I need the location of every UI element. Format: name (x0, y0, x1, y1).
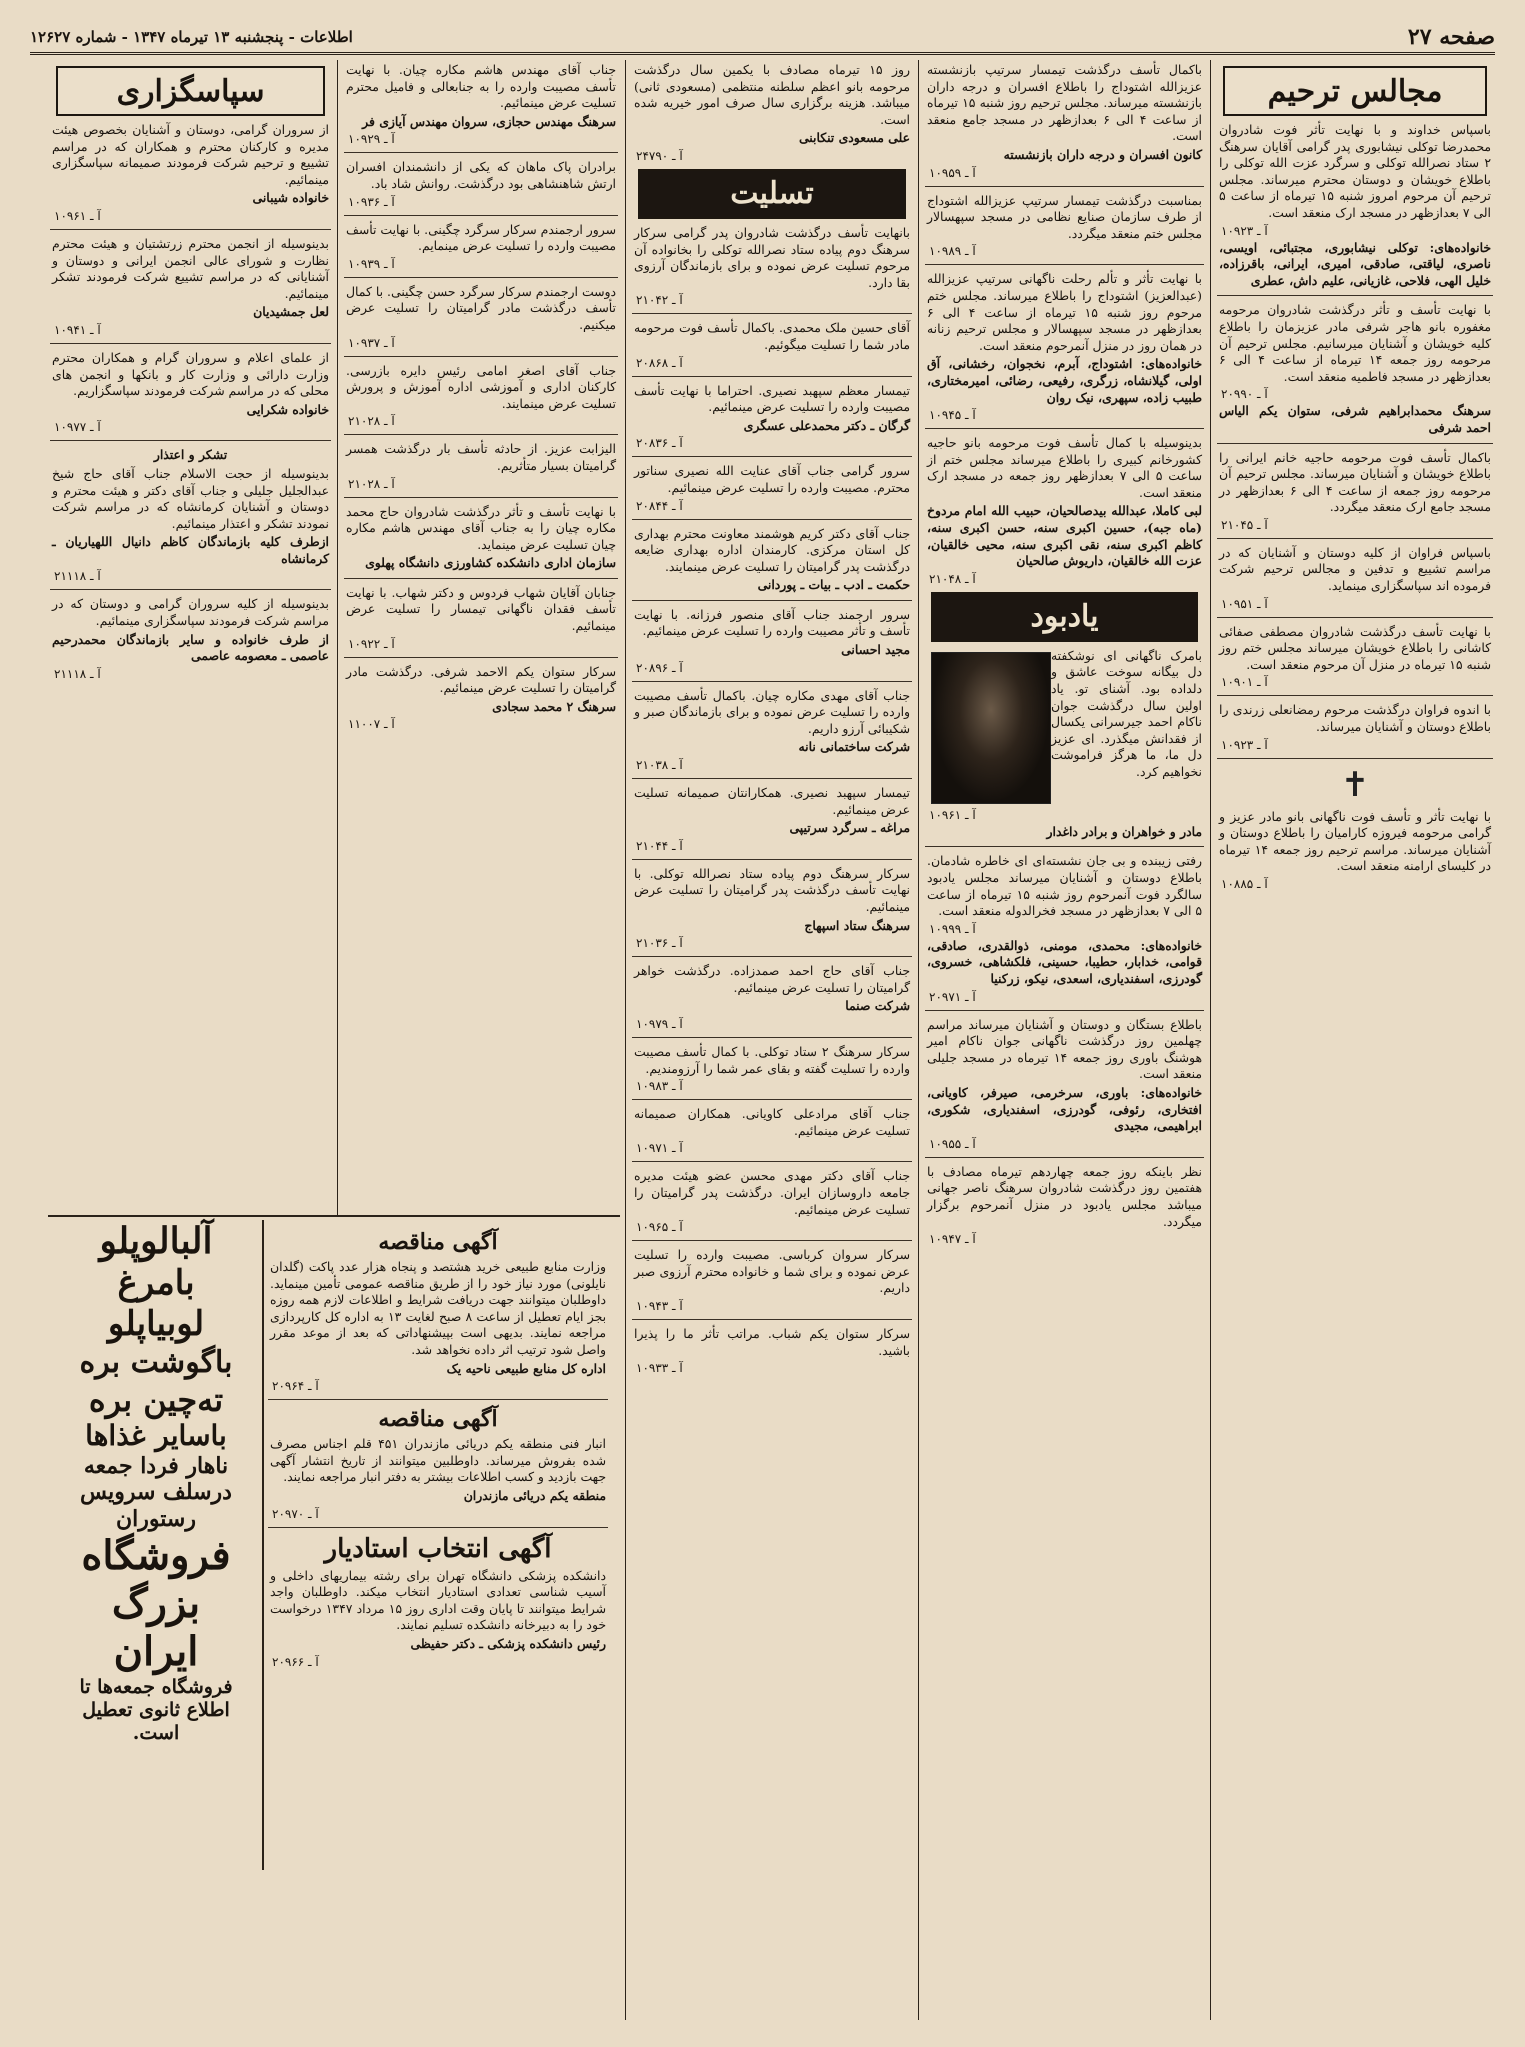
tender-text: انبار فنی منطقه یکم دریائی مازندران ۴۵۱ قلم اجناس مصرف شده بفروش میرساند. داوطلبین میتوانند از تاریخ انتشار آگهی جهت بازدید و کسب اطلاعات بیشتر به دفتر انبار مراجعه نمایند. (270, 1436, 606, 1485)
notice-signer: مراغه ـ سرگرد سرتیپی (789, 820, 910, 836)
notice-code: آ ـ ۲۰۹۶۴ (272, 1379, 319, 1394)
divider (344, 578, 618, 579)
dateline: اطلاعات - پنجشنبه ۱۳ تیرماه ۱۳۴۷ - شماره ۱۲۶۲۷ (30, 28, 353, 46)
notice: لبی کاملا، عبدالله بیدصالحیان، حبیب الله امام مردوخ (ماه جبه)، حسین اکبری سنه، حسن اکبری سنه، کاظم اکبری سنه، نقی اکبری سنه، محیی خالقیان، عزت الله خالقیان، داریوش صالحیان (927, 503, 1202, 569)
notice-signer: شرکت ساختمانی نانه (798, 739, 910, 755)
notice-code: آ ـ ۱۰۹۴۱ (54, 322, 101, 337)
section-title-yadbood: یادبود (931, 592, 1198, 642)
notice: سرور گرامی جناب آقای عنایت الله نصیری سناتور محترم. مصیبت وارده را تسلیت عرض مینمائیم. (634, 463, 910, 495)
ads-divider (48, 1215, 620, 1217)
notice-signer: علی مسعودی تنکابنی (798, 130, 910, 146)
notice: بمناسبت درگذشت تیمسار سرتیپ عزیزالله اشتوداج از طرف سازمان صنایع نظامی در مسجد سپهسالار مجلس ختم منعقد میگردد. (927, 192, 1202, 241)
section-title-tashakor: تشکر و اعتذار (153, 447, 228, 463)
column-notices-2 (923, 60, 1206, 2020)
notice-code: آ ـ ۱۰۹۶۵ (636, 1220, 683, 1235)
ad-line: فروشگاه جمعه‌ها تا (79, 1675, 233, 1698)
notice: جناب آقای مرادعلی کاویانی. همکاران صمیمانه تسلیت عرض مینمائیم. (634, 1106, 910, 1138)
notice-code: آ ـ ۱۰۹۴۳ (636, 1298, 683, 1313)
column-rule (625, 60, 626, 2020)
divider (1217, 617, 1493, 618)
notice-code: آ ـ ۱۰۹۸۹ (929, 244, 976, 259)
divider (344, 356, 618, 357)
divider (632, 1099, 912, 1100)
notice: سرور ارجمند جناب آقای منصور فرزانه. با نهایت تأسف و تأثر مصیبت وارده را تسلیت عرض مینمائیم. (634, 606, 910, 639)
divider (344, 434, 618, 435)
ad-line: ایران (113, 1627, 199, 1675)
ad-line: باسایر غذاها (85, 1419, 227, 1453)
divider (925, 186, 1204, 187)
notice: بدینوسیله از کلیه سروران گرامی و دوستان که در مراسم شرکت فرمودند سپاسگزاری مینمائیم. (52, 596, 329, 629)
notice-code: آ ـ ۱۰۹۲۳ (1221, 737, 1268, 752)
divider (268, 1399, 608, 1400)
ad-line: ته‌چین بره (88, 1380, 224, 1419)
notice-code: آ ـ ۱۰۹۳۳ (636, 1361, 683, 1376)
notice: بامرک ناگهانی ای نوشکفته دل بیگانه سوخت عاشق و دلداده بود. آشنای تو. یاد اولین سال درگذشت جوان ناکام احمد جیرسرانی یکسال از فقدانش میگذرد. ای عزیز دل ما، ما هرگز فراموشت نخواهیم کرد. (1051, 647, 1202, 779)
notice: نظر باینکه روز جمعه چهاردهم تیرماه مصادف با هفتمین روز درگذشت شادروان سرهنگ ناصر جهانی میباشد مجلس یادبود در منزل آنمرحوم برگزار میگردد. (927, 1163, 1202, 1229)
notice: برادران پاک ماهان که یکی از دانشمندان افسران ارتش شاهنشاهی بود درگذشت. روانش شاد باد. (346, 159, 616, 191)
notice-signer: مادر و خواهران و برادر داغدار (1046, 823, 1202, 839)
ostadyar-signer: رئیس دانشکده پزشکی ـ دکتر حفیظی (410, 1635, 606, 1651)
notice-code: آ ـ ۲۱۰۴۵ (1221, 517, 1268, 532)
notice: باسپاس خداوند و با نهایت تأثر فوت شادروان محمدرضا توکلی نیشابوری پدر گرامی آقایان سرهنگ ۲ ستاد نصرالله توکلی و سرگرد عزت الله توکلی را باطلاع خویشان و دوستان محترم میرساند. مجلس ترحیم آن مرحوم امروز شنبه ۱۵ تیرماه از ساعت ۵ الی ۷ بعدازظهر در مسجد ارک منعقد است. (1219, 122, 1492, 220)
notice: با اندوه فراوان درگذشت مرحوم رمضانعلی زرندی را باطلاع دوستان و آشنایان میرساند. (1219, 702, 1491, 735)
tender-ads (266, 1225, 610, 1915)
ad-line: درسلف سرویس (80, 1479, 232, 1506)
notice-signer: حکمت ـ ادب ـ بیات ـ پوردانی (757, 577, 910, 593)
portrait-photo (931, 652, 1051, 804)
divider (268, 1527, 608, 1528)
notice-code: آ ـ ۱۰۹۵۵ (929, 1136, 976, 1151)
notice-code: آ ـ ۱۰۹۳۶ (348, 194, 395, 209)
ostadyar-title: آگهی انتخاب استادیار (324, 1533, 552, 1564)
notice-signer: سرهنگ مهندس حجازی، سروان مهندس آیازی فر (362, 113, 616, 129)
divider (50, 229, 331, 230)
notice-code: آ ـ ۲۰۸۴۴ (636, 498, 683, 513)
notice-code: آ ـ ۱۰۹۲۲ (348, 636, 395, 651)
notice-signer: شرکت صنما (845, 998, 910, 1014)
notice: باکمال تأسف فوت مرحومه حاجیه خانم ایرانی را باطلاع خویشان و آشنایان میرساند. مجلس ترحیم آن مرحومه روز جمعه از ساعت ۴ الی ۶ بعدازظهر در مسجد جامع ارک منعقد میگردد. (1219, 449, 1491, 515)
ostadyar-text: دانشکده پزشکی دانشگاه تهران برای رشته بیماریهای داخلی و آسیب شناسی تعدادی استادیار انتخاب میکند. داوطلبان واجد شرایط میتوانند تا پایان وقت اداری روز ۱۵ مرداد ۱۳۴۷ درخواست خود را به دبیرخانه دانشکده تسلیم نمایند. (270, 1567, 606, 1633)
divider (632, 313, 912, 314)
divider (632, 376, 912, 377)
notice-code: آ ـ ۱۰۹۵۹ (929, 165, 976, 180)
tender-text: وزارت منابع طبیعی خرید هشتصد و پنجاه هزار عدد پاکت (گلدان نایلونی) مورد نیاز خود را از طریق مناقصه عمومی تأمین مینماید. داوطلبان میتوانند جهت دریافت شرایط و اطلاعات لازم همه روزه بجز ایام تعطیل از ساعت ۸ صبح لغایت ۱۳ به اداره کل کارپردازی مراجعه نمایند. بدیهی است بپیشنهاداتی که بعد از موعد مقرر واصل شود ترتیب اثر داده نخواهد شد. (270, 1259, 607, 1357)
notice-code: آ ـ ۱۰۹۳۷ (348, 335, 395, 350)
notice-signer: گرگان ـ دکتر محمدعلی عسگری (743, 417, 910, 433)
notice-signer: ازطرف کلیه بازماندگان کاظم دانیال اللهیاریان ـ کرمانشاه (52, 534, 329, 566)
notice: بدینوسیله با کمال تأسف فوت مرحومه بانو حاجیه کشورخانم کبیری را باطلاع میرساند مجلس ختم از ساعت ۵ الی ۷ بعدازظهر روز جمعه در مسجد ارک منعقد است. (927, 435, 1202, 500)
notice-code: آ ـ ۱۰۹۸۳ (636, 1079, 683, 1094)
notice-code: آ ـ ۱۱۰۰۷ (348, 717, 395, 732)
notice-code: آ ـ ۲۰۹۹۰ (1221, 387, 1268, 402)
ad-line: بزرگ (111, 1579, 201, 1627)
notice-code: آ ـ ۲۱۱۱۸ (54, 666, 101, 681)
column-sepasgozari (48, 60, 333, 1210)
section-title-tasliat: تسلیت (638, 169, 906, 219)
notice: آقای حسین ملک محمدی. باکمال تأسف فوت مرحومه مادر شما را تسلیت میگوئیم. (634, 320, 910, 352)
notice: روز ۱۵ تیرماه مصادف با یکمین سال درگذشت مرحومه بانو اعظم سلطنه منتظمی (مسعودی ثانی) میباشد. هزینه برگزاری سال صرف امور خیریه شده است. (634, 62, 910, 127)
notice-code: آ ـ ۱۰۹۲۹ (348, 132, 395, 147)
cross-icon: ✝ (1340, 764, 1370, 805)
divider (632, 859, 912, 860)
divider (632, 519, 912, 520)
notice: سرکار ستوان یکم شباب. مراتب تأثر ما را پذیرا باشید. (634, 1325, 910, 1358)
divider (632, 1240, 912, 1241)
divider (344, 215, 618, 216)
notice-signer: خانواده شیبانی (252, 190, 329, 206)
notice-code: آ ـ ۱۰۹۹۹ (929, 921, 976, 936)
notice-code: آ ـ ۲۰۸۹۶ (636, 660, 683, 675)
notice: جناب آقای مهدی مکاره چیان. باکمال تأسف مصیبت وارده را تسلیت عرض نموده و برای بازماندگان صبر و شکیبائی آرزو داریم. (634, 687, 910, 736)
notice: با نهایت تأثر و تأسف فوت ناگهانی بانو مادر عزیز و گرامی مرحومه فیروزه کارامیان را باطلاع دوستان و آشنایان میرساند. مراسم ترحیم روز جمعه ۱۴ تیرماه در کلیسای ارامنه منعقد است. (1219, 808, 1491, 874)
divider (1217, 758, 1493, 759)
divider (632, 1319, 912, 1320)
notice-code: آ ـ ۲۰۹۷۰ (272, 1506, 319, 1521)
notice-code: آ ـ ۱۰۸۸۵ (1221, 877, 1268, 891)
notice: سرکار سرهنگ دوم پیاده ستاد نصرالله توکلی. با نهایت تأسف درگذشت پدر گرامیتان را تسلیت عرض مینمائیم. (634, 865, 910, 914)
divider (632, 456, 912, 457)
notice-code: آ ـ ۱۰۹۷۷ (54, 420, 101, 435)
notice: خانواده‌های: باوری، سرخرمی، صیرفر، کاویانی، افتخاری، رئوفی، گودرزی، اسفندیاری، شکوری، ابراهیمی، مجیدی (927, 1084, 1202, 1134)
notice: الیزابت عزیز. از حادثه تأسف بار درگذشت همسر گرامیتان بسیار متأثریم. (346, 441, 616, 473)
notice-code: آ ـ ۱۰۹۰۱ (1221, 675, 1268, 690)
notice-signer: لعل جمشیدیان (253, 304, 329, 320)
notice-code: آ ـ ۲۱۰۲۸ (348, 476, 395, 491)
divider (925, 1010, 1204, 1011)
notice: بدینوسیله از حجت الاسلام جناب آقای حاج شیخ عبدالجلیل جلیلی و جناب آقای دکتر و هیئت محترم و دوستان و آشنایان کرمانشاه که در مراسم شرکت نمودند تشکر و اعتذار مینمائیم. (52, 465, 329, 531)
ad-line: فروشگاه (81, 1531, 231, 1579)
divider (632, 1161, 912, 1162)
divider (344, 497, 618, 498)
notice: باکمال تأسف درگذشت تیمسار سرتیپ بازنشسته عزیزالله اشتوداج را باطلاع افسران و درجه داران بازنشسته میرساند. مجلس ترحیم روز شنبه ۱۵ تیرماه از ساعت ۴ الی ۶ بعدازظهر در مسجد جامع منعقد است. (927, 62, 1202, 144)
notice-code: آ ـ ۲۱۰۳۶ (636, 936, 683, 951)
notice: سرکار سروان کرباسی. مصیبت وارده را تسلیت عرض نموده و برای شما و خانواده محترم آرزوی صبر داریم. (634, 1247, 910, 1296)
notice-signer: خانواده شکرایی (246, 401, 329, 417)
notice: با نهایت تأسف درگذشت شادروان مصطفی صفائی کاشانی را باطلاع خویشان میرساند مجلس ختم روز شنبه ۱۵ تیرماه در منزل آن مرحوم منعقد است. (1219, 623, 1491, 672)
section-title-majales: مجالس ترحیم (1223, 66, 1487, 116)
notice: خانواده‌های: محمدی، مومنی، ذوالقدری، صادقی، قوامی، خدابار، حطیبا، حسینی، فلکشاهی، خسروی، گودرزی، اسفندیاری، اسعدی، نیکو، زرکنیا (927, 937, 1202, 986)
notice-signer: سرهنگ ۲ محمد سجادی (492, 698, 616, 714)
notice: رفتی زیبنده و بی جان نشسته‌ای ای خاطره شادمان. باطلاع دوستان و آشنایان میرساند مجلس یادبود سالگرد فوت آنمرحوم روز شنبه ۱۵ تیرماه از ساعت ۵ الی ۷ بعدازظهر در مسجد فخرالدوله منعقد است. (927, 853, 1203, 919)
divider (925, 1157, 1204, 1158)
ad-line: اطلاع ثانوی تعطیل (82, 1698, 230, 1721)
notice-code: آ ـ ۲۱۰۴۴ (636, 838, 683, 853)
tender-signer: منطقه یکم دریائی مازندران (463, 1487, 606, 1503)
notice-code: آ ـ ۲۱۰۲۸ (348, 414, 395, 429)
divider (344, 277, 618, 278)
ad-line: ناهار فردا جمعه (83, 1452, 229, 1479)
ad-line: باگوشت بره (79, 1344, 233, 1380)
column-majales-tarhim (1215, 60, 1495, 2020)
notice-code: آ ـ ۲۱۰۴۸ (929, 571, 976, 586)
notice: سرکار ستوان یکم الاحمد شرفی. درگذشت مادر گرامیتان را تسلیت عرض مینمائیم. (346, 663, 616, 696)
notice-signer: کانون افسران و درجه داران بازنشسته (1003, 146, 1202, 162)
notice-code: آ ـ ۱۰۹۵۱ (1221, 596, 1268, 611)
divider (632, 681, 912, 682)
ad-line: بامرغ (117, 1263, 195, 1304)
notice: تیمسار سپهبد نصیری. همکارانتان صمیمانه تسلیت عرض مینمائیم. (634, 785, 910, 817)
section-title-sepasgozari: سپاسگزاری (56, 66, 325, 116)
notice-code: آ ـ ۱۰۹۷۹ (636, 1016, 683, 1031)
column-notices-4 (342, 60, 620, 1210)
notice-signer: از طرف خانواده و سایر بازماندگان محمدرحیم عاصمی ـ معصومه عاصمی (52, 631, 329, 664)
notice-code: آ ـ ۲۰۹۷۱ (929, 989, 976, 1004)
divider (925, 264, 1204, 265)
notice-code: آ ـ ۲۰۹۶۶ (272, 1654, 319, 1669)
divider (632, 1037, 912, 1038)
tender-signer: اداره کل منابع طبیعی ناحیه یک (446, 1360, 606, 1376)
divider (1217, 443, 1493, 444)
notice: تیمسار معظم سپهبد نصیری. احتراما با نهایت تأسف مصیبت وارده را تسلیت عرض مینمائیم. (634, 382, 910, 415)
page-header (30, 22, 1495, 55)
notice-code: آ ـ ۱۰۹۶۱ (54, 208, 101, 223)
divider (632, 956, 912, 957)
divider (50, 440, 331, 441)
notice: باطلاع بستگان و دوستان و آشنایان میرساند مراسم چهلمین روز درگذشت ناگهانی جوان ناکام امیر هوشنگ باوری روز جمعه ۱۴ تیرماه در مسجد جلیلی منعقد است. (927, 1016, 1202, 1082)
tender-title-1: آگهی مناقصه (378, 1229, 498, 1255)
notice: باسپاس فراوان از کلیه دوستان و آشنایان که در مراسم تشییع و تدفین و مجالس ترحیم شرکت فرموده اند سپاسگزاری مینماید. (1219, 544, 1491, 594)
notice: با نهایت تأسف و تأثر درگذشت شادروان مرحومه مغفوره بانو هاجر شرفی مادر عزیزمان را باطلاع کلیه خویشان و آشنایان میرسانیم. مجلس ترحیم آن مرحومه روز جمعه ۱۴ تیرماه از ساعت ۴ الی ۶ بعدازظهر در مسجد فاطمیه منعقد است. (1219, 302, 1491, 384)
notice-code: آ ـ ۱۰۹۶۱ (929, 807, 976, 822)
page-number: صفحه ۲۷ (1407, 24, 1495, 50)
restaurant-ad (50, 1220, 264, 1870)
divider (1217, 295, 1493, 296)
divider (344, 657, 618, 658)
notice-code: آ ـ ۱۰۹۴۷ (929, 1232, 976, 1247)
notice: سرهنگ محمدابراهیم شرفی، ستوان یکم الیاس احمد شرفی (1219, 403, 1491, 435)
notice-signer: مجید احسانی (841, 642, 910, 658)
ad-line: رستوران (116, 1505, 196, 1532)
notice: جنابان آقایان شهاب فردوس و دکتر شهاب. با نهایت تأسف فقدان ناگهانی تیمسار را تسلیت عرض مینمائیم. (346, 584, 616, 634)
ad-line: است. (132, 1721, 180, 1744)
notice: جناب آقای حاج احمد صمدزاده. درگذشت خواهر گرامیتان را تسلیت عرض مینمائیم. (634, 963, 910, 995)
notice-signer: سرهنگ ستاد اسپهاج (804, 917, 910, 933)
notice-code: آ ـ ۲۰۸۳۶ (636, 436, 683, 451)
notice: از علمای اعلام و سروران گرام و همکاران محترم وزارت دارائی و وزارت کار و بانکها و انجمن های محلی که در مراسم شرکت فرمودند سپاسگزاریم. (52, 349, 329, 399)
notice: خانواده‌های: اشتوداج، آبرم، نخجوان، رخشانی، آق اولی، گیلانشاه، زرگری، رفیعی، رضائی، امیرمختاری، طبیب زاده، سپهری، نیک روان (927, 356, 1202, 405)
notice: جناب آقای دکتر مهدی محسن عضو هیئت مدیره جامعه داروسازان ایران. درگذشت پدر گرامیتان را تسلیت عرض مینمائیم. (634, 1168, 910, 1217)
notice: بدینوسیله از انجمن محترم زرتشتیان و هیئت محترم نظارت و شورای عالی انجمن ایرانی و دوستان و آشنایانی که در مراسم تشییع شرکت فرمودند تشکر مینمائیم. (52, 235, 329, 301)
divider (632, 778, 912, 779)
column-rule (918, 60, 919, 2020)
divider (1217, 695, 1493, 696)
notice-code: آ ـ ۲۱۰۴۲ (636, 293, 683, 308)
notice: از سروران گرامی، دوستان و آشنایان بخصوص هیئت مدیره و کارکنان محترم و همکاران که در مراسم تشییع و ترحیم شرکت فرمودند صمیمانه سپاسگزاری مینمائیم. (52, 122, 329, 187)
notice: جناب آقای مهندس هاشم مکاره چیان. با نهایت تأسف مصیبت وارده را به جنابعالی و فامیل محترم تسلیت عرض مینمائیم. (346, 62, 616, 111)
divider (50, 589, 331, 590)
notice: با نهایت تأثر و تألم رحلت ناگهانی سرتیپ عزیزالله (عبدالعزیز) اشتوداج را باطلاع میرساند. مجلس ختم مرحوم روز شنبه ۱۵ تیرماه از ساعت ۴ الی ۶ بعدازظهر در مسجد سپهسالار و مجلس ترحیم زنانه در همان روز در منزل آنمرحوم منعقد است. (927, 271, 1202, 353)
notice: با نهایت تأسف و تأثر درگذشت شادروان حاج محمد مکاره چیان را به جناب آقای مهندس هاشم مکاره چیان تسلیت عرض مینماید. (346, 503, 616, 552)
notice-code: آ ـ ۱۰۹۴۵ (929, 408, 976, 423)
notice-code: آ ـ ۲۴۷۹۰ (636, 148, 683, 163)
divider (344, 152, 618, 153)
column-rule (1210, 60, 1211, 2020)
column-tasliat (630, 60, 914, 2020)
notice: سرور ارجمندم سرکار سرگرد چگینی. با نهایت تأسف مصیبت وارده را تسلیت عرض مینمایم. (346, 221, 616, 254)
divider (50, 343, 331, 344)
column-rule (337, 60, 338, 1215)
notice-code: آ ـ ۱۰۹۳۹ (348, 256, 395, 271)
notice-code: آ ـ ۲۱۱۱۸ (54, 569, 101, 584)
notice-code: آ ـ ۱۰۹۲۳ (1221, 223, 1268, 238)
notice-code: آ ـ ۲۱۰۳۸ (636, 758, 683, 773)
notice: خانواده‌های: توکلی نیشابوری، مجتبائی، اویسی، ناصری، لیاقتی، صادقی، امیری، ایرانی، باقرزاده، خلیل الهی، فلاحی، غازیانی، علیم داش، عطری (1219, 239, 1491, 288)
notice: جناب آقای اصغر امامی رئیس دایره بازرسی. کارکنان اداری و آموزشی اداره آموزش و پرورش تسلیت عرض مینمایند. (346, 362, 616, 411)
notice-code: آ ـ ۲۰۸۶۸ (636, 355, 683, 370)
divider (632, 600, 912, 601)
divider (925, 846, 1204, 847)
notice: دوست ارجمندم سرکار سرگرد حسن چگینی. با کمال تأسف درگذشت مادر گرامیتان را تسلیت عرض میکنیم. (346, 283, 616, 332)
notice: جناب آقای دکتر کریم هوشمند معاونت محترم بهداری کل استان مرکزی. کارمندان اداره بهداری ضایعه درگذشت پدر گرامیتان را تسلیت عرض مینمایند. (634, 525, 910, 574)
notice: بانهایت تأسف درگذشت شادروان پدر گرامی سرکار سرهنگ دوم پیاده ستاد نصرالله توکلی را بخانواده آن مرحوم تسلیت عرض نموده و برای بازماندگان آرزوی بقا دارد. (634, 224, 910, 290)
notice-code: آ ـ ۱۰۹۷۱ (636, 1141, 683, 1156)
divider (925, 428, 1204, 429)
notice-signer: سازمان اداری دانشکده کشاورزی دانشگاه پهلوی (365, 555, 616, 571)
divider (1217, 538, 1493, 539)
tender-title-2: آگهی مناقصه (378, 1406, 498, 1433)
ad-line: لوبیاپلو (107, 1303, 205, 1344)
notice: سرکار سرهنگ ۲ ستاد توکلی. با کمال تأسف مصیبت وارده را تسلیت گفته و بقای عمر شما را آرزومندیم. (634, 1043, 910, 1076)
ad-line: آلبالوپلو (99, 1220, 213, 1262)
